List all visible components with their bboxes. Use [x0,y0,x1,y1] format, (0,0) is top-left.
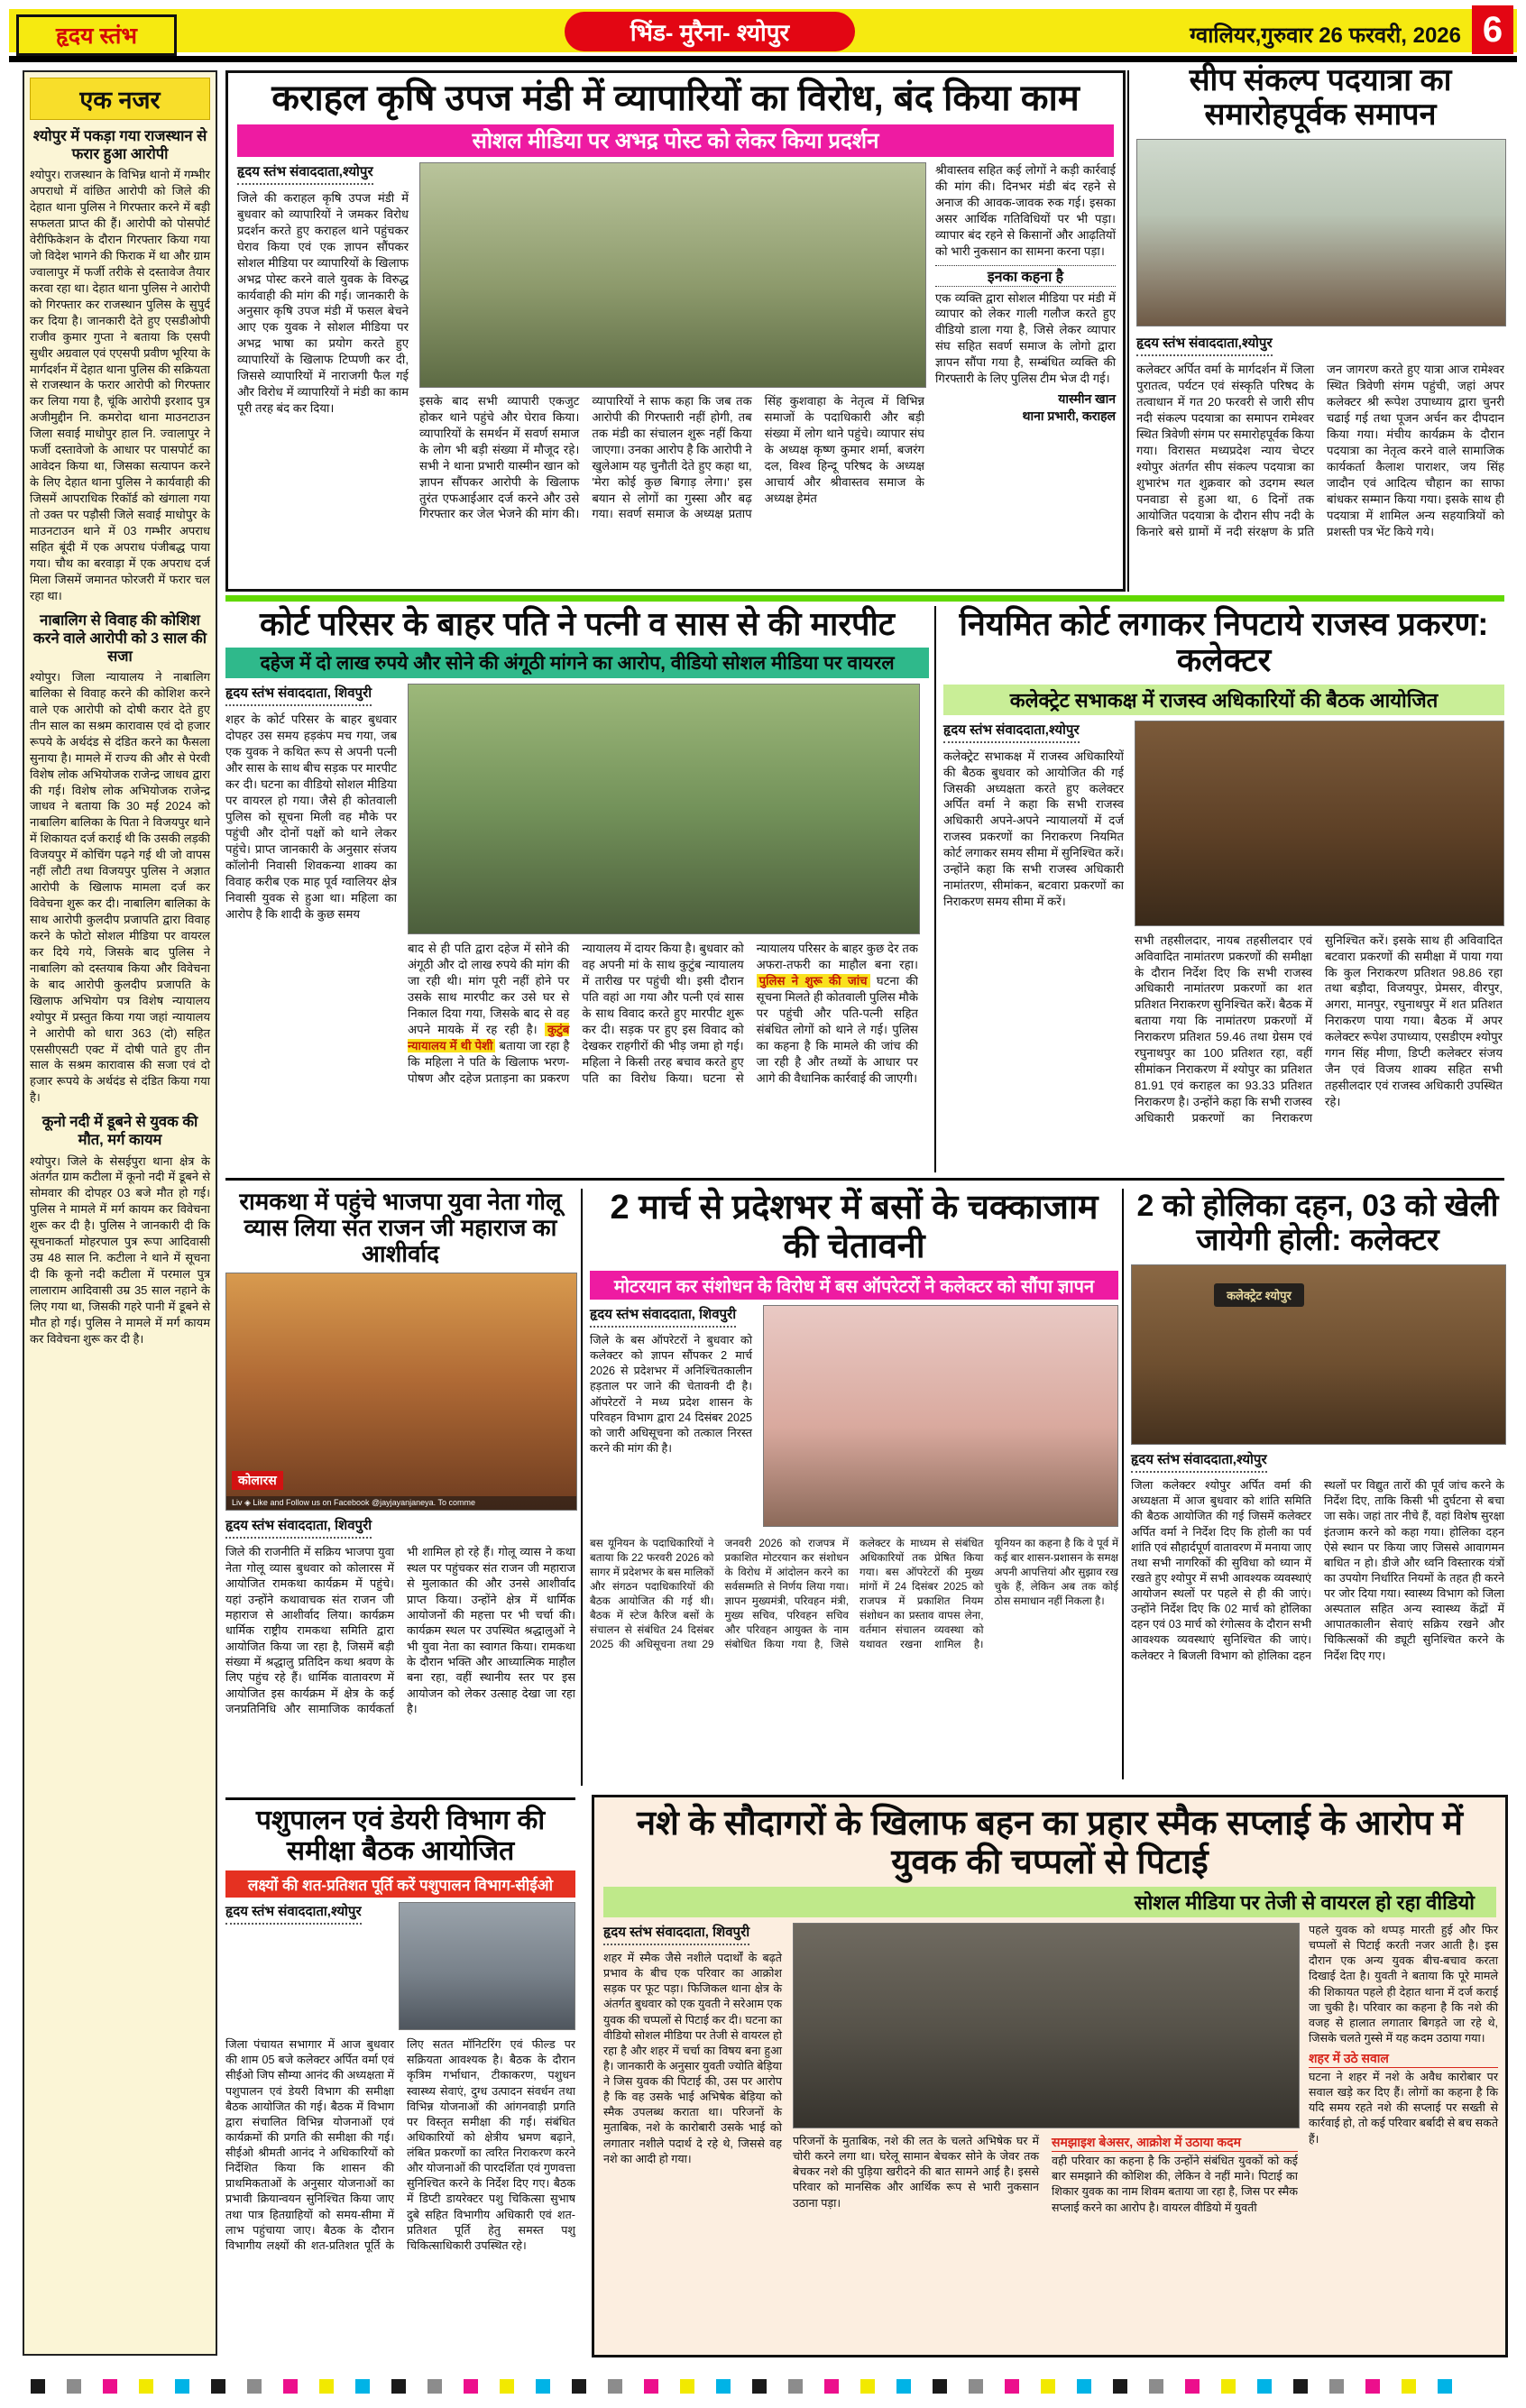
color-calibration-square [355,2379,370,2394]
article-column [1309,1923,1498,2311]
edition-badge: भिंड- मुरैना- श्योपुर [565,12,855,51]
section-rule [225,1797,575,1800]
header-rule [9,56,1517,62]
color-calibration-square [896,2379,911,2394]
color-calibration-square [933,2379,947,2394]
article-headline: 2 को होलिका दहन, 03 को खेली जायेगी होली: कलेक्टर [1136,1189,1499,1258]
color-calibration-square [680,2379,694,2394]
subhead-kutumb-court: कुटुंब न्यायालय में थी पेशी [408,1023,570,1053]
article-text: घटना की सूचना मिलते ही कोतवाली पुलिस मौके पर पहुंची और पति-पत्नी सहित संबंधित लोगों को थाने ले गई। पुलिस का कहना है कि मामले की जांच की जा रही है और तथ्यों के आधार पर आगे की वैधानिक कार्रवाई की जाएगी। [756,974,918,1085]
sidebar-story-body: श्योपुर। जिला न्यायालय ने नाबालिग बालिका से विवाह करने की कोशिश करने वाले एक आरोपी को दोषी करार देते हुए तीन साल का सश्रम कारावास एवं दो हजार रूपये के अर्थदंड से दंडित करने का फैसला सुनाया है। मामले में राज्य की और से पेरवी विशेष लोक अभियोजक राजेन्द्र जाधव द्वारा की गई। विशेष लोक अभियोजक राजेन्द्र जाधव ने बताया कि 30 मई 2024 को नाबालिग बालिका के पिता ने विजयपुर थाने में शिकायत दर्ज कराई थी कि उसकी लड़की विजयपुर में कोचिंग पढ़ने गई थी जो वापस नहीं लौटी तथा विजयपुर पुलिस ने अज्ञात आरोपी के खिलाफ मामला दर्ज कर विवेचना शुरू कर दी। नाबालिग बालिका के साथ आरोपी कुलदीप प्रजापति द्वारा विवाह करने के फोटो सोशल मीडिया पर वायरल कर दिये गये, जिसके बाद पुलिस ने नाबालिग को दस्तयाब किया और विवेचना के बाद आरोपी कुलदीप प्रजापति के खिलाफ अभियोग पत्र विशेष न्यायालय श्योपुर में प्रस्तुत किया गया जहां न्यायालय ने आरोपी को धारा 363 (दो) सहित एससीएसटी एक्ट में दोषी पाते हुए तीन साल के सश्रम कारावास की सजा एवं दो हजार रूपये के अर्थदंड से दंडित किया गया है। [30,669,210,1105]
subhead-sheher-sawal: शहर में उठे सवाल [1309,2050,1498,2068]
article-text: घटना ने शहर में नशे के अवैध कारोबार पर सवाल खड़े कर दिए हैं। लोगों का कहना है कि यदि समय रहते नशे की सप्लाई पर सख्ती से कार्रवाई हो, तो कई परिवार बर्बादी से बच सकते हैं। [1309,2071,1498,2146]
print-color-strip [31,2379,1495,2395]
sidebar-story-3 [30,1113,210,1347]
photo-place-label: कोलारस [232,1471,283,1490]
article-ramkatha [225,1189,575,1791]
color-calibration-square [969,2379,983,2394]
photo-peace-committee-meeting [1131,1264,1506,1445]
article-subtitle-bar: दहेज में दो लाख रुपये और सोने की अंगूठी मांगने का आरोप, वीडियो सोशल मीडिया पर वायरल [225,648,929,678]
article-headline: पशुपालन एवं डेयरी विभाग की समीक्षा बैठक आयोजित [255,1806,546,1866]
article-column [943,721,1124,1100]
sidebar-story-headline: श्योपुर में पकड़ा गया राजस्थान से फरार हुआ आरोपी [32,128,207,163]
article-text: पहले युवक को थप्पड़ मारती हुई और फिर चप्पलों से पिटाई करती नजर आती है। इस दौरान एक अन्य युवक बीच-बचाव करता दिखाई देता है। युवती ने बताया कि पूरे मामले की शिकायत पहले ही देहात थाना में दर्ज कराई जा चुकी है। परिवार का कहना है कि नशे की वजह से हालात लगातार बिगड़ते जा रहे थे, जिसके चलते गुस्से में यह कदम उठाया गया। [1309,1924,1498,2045]
article-column [603,1923,782,2311]
photo-memorandum-handover [763,1305,1118,1527]
color-calibration-square [319,2379,334,2394]
article-text: आवश्यक व्यवस्थाएं सुनिश्चित की जाएं। कलेक्टर ने बिजली विभाग को होलिका दहन स्थलों पर विद्युत तारों की पूर्व जांच करने के निर्देश दिए, ताकि किसी भी दुर्घटना से बचा जा सके। जहां तार नीचे हैं, वहां विशेष सुरक्षा इंतजाम करने को कहा गया। होलिका दहन ऐसे स्थान पर किया जाए जिससे आवागमन बाधित न हो। डीजे और ध्वनि विस्तारक यंत्रों का उपयोग निर्धारित नियमों के तहत ही करने पर जोर दिया गया। स्वास्थ्य विभाग को जिला अस्पताल सहित अन्य स्वास्थ्य केंद्रों में आपातकालीन सेवाएं सक्रिय रखने और चिकित्सकों की ड्यूटी सुनिश्चित करने के निर्देश दिए गए। [1131,1479,1504,1662]
color-calibration-square [644,2379,658,2394]
color-calibration-square [1221,2379,1236,2394]
article-text: बस यूनियन के पदाधिकारियों ने बताया कि 22 फरवरी 2026 को सागर में प्रदेशभर के बस मालिकों और संगठन पदाधिकारियों की बैठक आयोजित की गई थी। बैठक में स्टेज कैरिज बसों के संचालन से संबंधित 24 दिसंबर 2025 की अधिसूचना तथा 29 जनवरी 2026 को राजपत्र में प्रकाशित मोटरयान कर संशोधन के विरोध में आंदोलन करने का सर्वसम्मति से निर्णय लिया गया। [590,1537,849,1651]
column-divider [1122,1189,1124,1779]
byline: हृदय स्तंभ संवाददाता, शिवपुरी [603,1923,749,1945]
color-calibration-square [31,2379,45,2394]
article-text: जिले की कराहल कृषि उपज मंडी में बुधवार को व्यापारियों ने जमकर विरोध प्रदर्शन करते हुए कराहल थाने पहुंचकर घेराव किया एवं एक ज्ञापन सौंपकर सोशल मीडिया पर व्यापारियों के खिलाफ अभद्र पोस्ट करने वाले युवक के विरुद्ध कार्यवाही की मांग की गई। जानकारी के अनुसार कृषि उपज मंडी में फसल बेचने आए एक युवक ने सोशल मीडिया पर अभद्र भाषा का प्रयोग करते हुए व्यापारियों के खिलाफ टिप्पणी कर दी, जिससे व्यापारियों में नाराजगी फैल गई और विरोध में व्यापारियों ने मंडी का काम पूरी तरह बंद कर दिया। [237,190,409,416]
article-text: जिला पंचायत सभागार में आज बुधवार की शाम 05 बजे कलेक्टर अर्पित वर्मा एवं सीईओ जिप सौम्या आनंद की अध्यक्षता में पशुपालन एवं डेयरी विभाग की समीक्षा बैठक आयोजित की गई। बैठक में विभाग द्वारा संचालित विभिन्न योजनाओं एवं कार्यक्रमों की प्रगति की समीक्षा की गई। सीईओ श्रीमती आनंद ने अधिकारियों को निर्देशित किया कि शासन की प्राथमिकताओं के अनुसार योजनाओं का प्रभावी क्रियान्वयन सुनिश्चित किया जाए तथा पात्र हितग्राहियों को समय-सीमा में लाभ पहुंचाया जाए। बैठक के दौरान विभागीय लक्ष्यों की शत-प्रतिशत पूर्ति के लिए सतत मॉनिटरिंग एवं फील्ड [225,2038,556,2252]
article-text: जिले के बस ऑपरेटरों ने बुधवार को कलेक्टर को ज्ञापन सौंपकर 2 मार्च 2026 से प्रदेशभर में अनिश्चितकालीन हड़ताल पर जाने की चेतावनी दी है। ऑपरेटरों ने मध्य प्रदेश शासन के परिवहन विभाग द्वारा 24 दिसंबर 2025 को जारी अधिसूचना को तत्काल निरस्त करने की मांग की है। [590,1334,752,1455]
photo-banner-text: कलेक्ट्रेट श्योपुर [1214,1283,1304,1307]
color-calibration-square [1293,2379,1308,2394]
sidebar-story-body: श्योपुर। जिले के सेसईपुरा थाना क्षेत्र के अंतर्गत ग्राम कटीला में कूनो नदी में डूबने से सोमवार की दोपहर 03 बजे मौत हो गई। पुलिस ने मामले में मर्ग कायम कर विवेचना शुरू कर दी है। पुलिस ने जानकारी दी कि सूचनाकर्ता मोहरपाल पुत्र रूपा आदिवासी उम्र 48 साल नि. कटीला ने थाने में सूचना दी कि कूनो नदी कटीला में परमाल पुत्र लालाराम आदिवासी उम्र 35 साल नहाने के लिए गया था, जिसकी गहरे पानी में डूबने से मौत हो गई। पुलिस ने मामले में मर्ग कायम कर विवेचना शुरू कर दी है। [30,1153,210,1346]
quote-role: थाना प्रभारी, कराहल [1022,409,1116,424]
article-text: इसके बाद सभी व्यापारी एकजुट होकर थाने पहुंचे और घेराव किया। व्यापारियों के समर्थन में सवर्ण समाज के लोग भी बड़ी संख्या में मौजूद रहे। सभी ने थाना प्रभारी यास्मीन खान को ज्ञापन सौंपकर आरोपी के खिलाफ तुरंत एफआईआर दर्ज करने और उसे गिरफ्तार कर जेल भेजने की मांग की। व्यापारियों ने साफ कहा कि जब तक आरोपी की गिरफ्तारी नहीं होगी, तब तक मंडी का संचालन शुरू नहीं किया जाएगा। उनका आरोप है कि आरोपी ने खुलेआम यह चुनौती देते हुए कहा था, 'मेरा कोई कुछ बिगाड़ लेगा।' इस बयान से लोगों का गुस्सा और बढ़ गया। सवर्ण समाज के अध्यक्ष प्रताप सिंह कुशवाहा के नेतृत्व में विभिन्न समाजों के पदाधिकारी और बड़ी संख्या में लोग थाने पहुंचे। व्यापार संघ के अध्यक्ष कृष्ण कुमार शर्मा, बजरंग दल, विश्व हिन्दू परिषद के अध्यक्ष आचार्य और श्रीवास्तव समाज के अध्यक्ष हेमंत [419,393,924,521]
byline: हृदय स्तंभ संवाददाता,श्योपुर [1136,334,1273,356]
color-calibration-square [283,2379,298,2394]
newspaper-logo: हृदय स्तंभ [16,14,177,56]
color-calibration-square [1149,2379,1163,2394]
article-headline: कोर्ट परिसर के बाहर पति ने पत्नी व सास से की मारपीट [260,605,895,642]
color-calibration-square [427,2379,442,2394]
photo-collectorate-meeting [1135,721,1504,926]
article-text: श्रीवास्तव सहित कई लोगों ने कड़ी कार्रवाई की मांग की। दिनभर मंडी बंद रहने से अनाज की आवक-जावक रुक गई। इसका असर आर्थिक गतिविधियों पर भी पड़ा। व्यापार बंद रहने से किसानों और आढ़तियों को भारी नुकसान का सामना करना पड़ा। [935,162,1116,258]
photo-ramkatha-stage [225,1273,577,1511]
color-calibration-square [824,2379,839,2394]
color-calibration-square [716,2379,731,2394]
section-rule [225,1178,1504,1181]
article-holika-dahan [1131,1189,1504,1782]
article-text [225,2037,575,2389]
color-calibration-square [1005,2379,1019,2394]
color-calibration-square [391,2379,406,2394]
article-headline: नियमित कोर्ट लगाकर निपटाये राजस्व प्रकरण: कलेक्टर [959,605,1489,679]
color-calibration-square [608,2379,622,2394]
article-middle [793,1923,1298,2311]
article-column [590,1305,752,1527]
article-text [1131,1478,1504,1785]
byline: हृदय स्तंभ संवाददाता,श्योपुर [1131,1450,1267,1473]
article-subtitle-bar: मोटरयान कर संशोधन के विरोध में बस ऑपरेटरों ने कलेक्टर को सौंपा ज्ञापन [590,1271,1118,1300]
article-subtitle-bar: सोशल मीडिया पर तेजी से वायरल हो रहा वीडियो [603,1887,1496,1917]
quote-attribution: यास्मीन खान [1058,391,1116,407]
color-calibration-square [1185,2379,1200,2394]
subhead-samjhaish: समझाइश बेअसर, आक्रोश में उठाया कदम [1052,2134,1298,2152]
color-calibration-square [1365,2379,1380,2394]
column-divider [934,606,936,1172]
article-text: परिजनों के मुताबिक, नशे की लत के चलते अभिषेक घर में चोरी करने लगा था। घरेलू सामान बेचकर सोने के जेवर तक बेचकर नशे की पुड़िया खरीदने की बात सामने आई है। इससे परिवार को मानसिक और आर्थिक रूप से भारी नुकसान उठाना पड़ा। [793,2135,1039,2210]
color-calibration-square [139,2379,153,2394]
article-revenue-collector [943,606,1504,1176]
color-calibration-square [175,2379,189,2394]
article-court-assault [225,606,929,1172]
column-divider [581,1189,583,1786]
subhead-police-probe: पुलिस ने शुरू की जांच [757,974,870,988]
color-calibration-square [1329,2379,1344,2394]
color-calibration-square [1041,2379,1055,2394]
photo-protest-crowd [419,162,926,388]
article-text: इसके साथ ही अविवादित बटवारा प्रकरणों की समीक्षा में पाया गया कि कुल निराकरण प्रतिशत 98.86 रहा तथा बड़ौदा, विजयपुर, प्रेमसर, वीरपुर, अगरा, मानपुर, रघुनाथपुर में शत प्रतिशत निराकरण पाया गया। बैठक में अपर कलेक्टर रूपेश उपाध्याय, एसडीएम श्योपुर गगन सिंह मीणा, डिप्टी कलेक्टर संजय जैन एवं विजय शाक्य सहित सभी तहसीलदार एवं राजस्व अधिकारी उपस्थित रहे। [1325,933,1503,1109]
article-text [590,1536,1118,1722]
article-text: पर सक्रियता आवश्यक है। बैठक के दौरान कृत्रिम गर्भाधान, टीकाकरण, पशुधन स्वास्थ्य सेवाएं, दुग्ध उत्पादन संवर्धन तथा विभिन्न योजनाओं की आंगनवाड़ी प्रगति पर विस्तृत समीक्षा की गई। संबंधित अधिकारियों को क्षेत्रीय भ्रमण बढ़ाने, लंबित प्रकरणों का त्वरित निराकरण करने और योजनाओं की पारदर्शिता एवं गुणवत्ता सुनिश्चित करने के निर्देश दिए गए। बैठक में डिप्टी डायरेक्टर पशु चिकित्सा सुभाष दुबे सहित विभागीय अधिकारी एवं शत-प्रतिशत पूर्ति हेतु समस्त पशु चिकित्साधिकारी उपस्थित रहे। [407,2038,575,2252]
byline: हृदय स्तंभ संवाददाता,श्योपुर [237,162,373,185]
page-number: 6 [1472,5,1513,54]
column-divider [1127,70,1129,592]
article-subtitle-bar: सोशल मीडिया पर अभद्र पोस्ट को लेकर किया प्रदर्शन [237,124,1114,157]
article-text: वही परिवार का कहना है कि उन्होंने संबंधित युवकों को कई बार समझाने की कोशिश की, लेकिन वे नहीं माने। पिटाई का शिकार युवक का नाम शिवम बताया जा रहा है, जिस पर स्मैक सप्लाई करने का आरोप है। वायरल वीडियो में युवती [1052,2155,1298,2214]
sidebar-story-2 [30,611,210,1107]
quote-header: इनका कहना है [935,265,1116,287]
article-text: जिले की राजनीति में सक्रिय भाजपा युवा नेता गोलू व्यास बुधवार को कोलारस में आयोजित रामकथा कार्यक्रम में पहुंचे। यहां उन्होंने कथावाचक संत राजन जी महाराज से आशीर्वाद लिया। कार्यक्रम धार्मिक राष्ट्रीय रामकथा समिति द्वारा आयोजित किया जा रहा है, जिसमें बड़ी संख्या में श्रद्धालु प्रतिदिन कथा श्रवण के लिए पहुंच रहे हैं। धार्मिक वातावरण में आयोजित इस कार्यक्रम में क्षेत्र के कई जनप्रतिनिधि और सामाजिक कार्यकर्ता भी शामिल हो रहे हैं। [225,1545,494,1716]
color-calibration-square [67,2379,81,2394]
byline: हृदय स्तंभ संवाददाता, शिवपुरी [590,1305,736,1328]
article-seep-padyatra [1136,63,1504,595]
article-smack-beating [592,1795,1508,2357]
color-calibration-square [752,2379,767,2394]
article-column [225,684,397,1065]
color-calibration-square [536,2379,550,2394]
dateline: ग्वालियर,गुरुवार 26 फरवरी, 2026 [1190,23,1461,48]
article-middle [419,162,924,584]
article-bus-strike [590,1189,1118,1788]
article-pashupalan-meeting [225,1806,575,2357]
article-text: ज्ञापन मुख्यमंत्री, परिवहन मंत्री, मुख्य सचिव, परिवहन सचिव और परिवहन आयुक्त के नाम संबोधित किया गया है, जिसे कलेक्टर के माध्यम से संबंधित अधिकारियों तक प्रेषित किया गया। बस ऑपरेटरों की मुख्य मांगों में 24 दिसंबर 2025 को राजपत्र में प्रकाशित नियम संशोधन का प्रस्ताव वापस लेना, वर्तमान संचालन व्यवस्था को यथावत रखना शामिल है। [724,1537,984,1651]
color-calibration-square [1257,2379,1272,2394]
photo-court-street [408,684,920,934]
article-column [935,162,1116,584]
color-calibration-square [1077,2379,1091,2394]
article-text: कलेक्टर अर्पित वर्मा के मार्गदर्शन में जिला पुरातत्व, पर्यटन एवं संस्कृति परिषद के तत्वाधान में गत 20 फरवरी से जारी सीप नदी संकल्प पदयात्रा का समापन रामेश्वर स्थित त्रिवेणी संगम पर समारोहपूर्वक किया गया। विरासत मध्यप्रदेश न्याय चेप्टर श्योपुर अंतर्गत सीप संकल्प पदयात्रा का शुभारंभ गत शुक्रवार को उदगम स्थल पनवाडा से हुआ था, 6 दिनों तक आयोजित पदयात्रा के दौरान सीप नदी के किनारे बसे ग्रामों में नदी संरक्षण के प्रति जन जागरण करते हुए यात्रा आज रामेश्वर स्थित त्रिवेणी संगम पहुंची, जहां अपर कलेक्टर श्री रूपेश उपाध्याय द्वारा चुनरी चढाई गई तथा पूजन अर्चन कर दीपदान किया गया। मंचीय कार्यक्रम के दौरान पदयात्रा का नेतृत्व करने वाले सामाजिक कार्यकर्ता कैलाश पाराशर, जय सिंह जादौन एवं आदित्य चौहान का साफा बांधकर सम्मान किया गया। इसके साथ ही पदयात्रा में शामिल अन्य सहयात्रियों को प्रशस्ती पत्र भेंट किये गये। [1136,363,1504,538]
photo-river-ceremony [1136,139,1506,326]
color-calibration-square [860,2379,875,2394]
color-calibration-square [1113,2379,1127,2394]
article-column [225,1902,390,2030]
byline: हृदय स्तंभ संवाददाता, शिवपुरी [225,684,372,706]
color-calibration-square [1402,2379,1416,2394]
article-headline: सीप संकल्प पदयात्रा का समारोहपूर्वक समापन [1189,63,1452,133]
article-text: शहर के कोर्ट परिसर के बाहर बुधवार दोपहर उस समय हड़कंप मच गया, जब एक युवक ने कथित रूप से अपनी पत्नी और सास के साथ बीच सड़क पर मारपीट कर दी। घटना का वीडियो सोशल मीडिया पर वायरल हो गया। जैसे ही कोतवाली पुलिस को सूचना मिली वह मौके पर पहुंची और दोनों पक्षों को थाने लेकर पहुंचे। प्राप्त जानकारी के अनुसार संजय कॉलोनी निवासी शिवकन्या शाक्य का विवाह करीब एक माह पूर्व ग्वालियर क्षेत्र निवासी युवक से हुआ था। महिला का आरोप है कि शादी के कुछ समय [225,712,397,921]
article-text: जिला कलेक्टर श्योपुर अर्पित वर्मा की अध्यक्षता में आज बुधवार को शांति समिति की बैठक आयोजित की गई जिसमें कलेक्टर अर्पित वर्मा ने निर्देश दिए कि होली का पर्व शांति एवं सौहार्दपूर्ण वातावरण में मनाया जाए तथा सभी नागरिकों की सुविधा को ध्यान में रखते हुए श्योपुर में सभी आवश्यक व्यवस्थाएं आयोजन स्थलों पर पहले से ही की जाएं। उन्होंने निर्देश दिए कि 02 मार्च को होलिका दहन एवं 03 मार्च को रंगोत्सव के दौरान सभी [1131,1479,1311,1631]
article-text: गोलू व्यास ने कथा स्थल पर पहुंचकर संत राजन जी महाराज से मुलाकात की और उनसे आशीर्वाद प्राप्त किया। उन्होंने क्षेत्र में धार्मिक आयोजनों की महत्ता पर भी चर्चा की। कार्यक्रम स्थल पर उपस्थित श्रद्धालुओं ने भी युवा नेता का स्वागत किया। रामकथा के दौरान भक्ति और आध्यात्मिक माहौल बना रहा, वहीं स्थानीय स्तर पर इस आयोजन को लेकर उत्साह देखा जा रहा है। [407,1545,575,1716]
article-text: बाद से ही पति द्वारा दहेज में सोने की अंगूठी और दो लाख रुपये की मांग की जा रही थी। मांग पूरी नहीं होने पर उसके साथ मारपीट कर उसे घर से निकाल दिया गया, जिसके बाद से वह अपने मायके में रह रही है। [408,942,570,1037]
article-column [237,162,409,584]
byline: हृदय स्तंभ संवाददाता,श्योपुर [943,721,1080,743]
sidebar-title: एक नजर [30,78,210,120]
article-text [225,1544,575,1824]
color-calibration-square [211,2379,225,2394]
article-text [408,941,918,1184]
color-calibration-square [788,2379,803,2394]
article-text: बताया जा रहा है कि महिला ने पति के खिलाफ भरण-पोषण और दहेज प्रताड़ना का प्रकरण न्यायालय में दायर किया है। बुधवार को वह अपनी मां के साथ कुटुंब न्यायालय में तारीख पर पहुंची थी। इसी दौरान पति वहां आ गया और पत्नी एवं सास के साथ विवाद करते हुए मारपीट शुरू कर दी। सड़क पर हुए इस विवाद को देखकर राहगीरों की भीड़ जमा हो गई। महिला ने किसी तरह बचाव करते हुए पति का विरोध किया। घटना से न्यायालय परिसर के बाहर कुछ देर तक अफरा-तफरी का माहौल बना रहा। [408,942,918,1085]
photo-viral-video-street [793,1923,1300,2128]
color-calibration-square [247,2379,262,2394]
article-headline: 2 मार्च से प्रदेशभर में बसों के चक्काजाम की चेतावनी [610,1189,1099,1265]
color-calibration-square [500,2379,514,2394]
article-headline: कराहल कृषि उपज मंडी में व्यापारियों का विरोध, बंद किया काम [271,78,1080,118]
article-karahal-mandi [225,70,1126,592]
article-text: शहर में स्मैक जैसे नशीले पदार्थों के बढ़ते प्रभाव के बीच एक परिवार का आक्रोश सड़क पर फूट पड़ा। फिजिकल थाना क्षेत्र के अंतर्गत बुधवार को एक युवती ने सरेआम एक युवक की चप्पलों से पिटाई कर दी। घटना का वीडियो सोशल मीडिया पर तेजी से वायरल हो रहा है और शहर में चर्चा का विषय बना हुआ है। जानकारी के अनुसार युवती ज्योति बेड़िया ने जिस युवक की पिटाई की, उस पर आरोप है कि वह उसके भाई अभिषेक बेड़िया को स्मैक उपलब्ध कराता था। परिजनों के मुताबिक, नशे के कारोबारी उसके भाई को लगातार नशीले पदार्थ दे रहे थे, जिससे वह नशे का आदी हो गया। [603,1952,782,2165]
article-text: सभी तहसीलदार, नायब तहसीलदार एवं अविवादित नामांतरण प्रकरणों की समीक्षा के दौरान निर्देश दिए कि सभी राजस्व अधिकारी नामांतरण प्रकरणों का शत प्रतिशत निराकरण सुनिश्चित करें। बैठक में बताया गया कि नामांतरण प्रकरणों में निराकरण प्रतिशत 59.46 तथा ग्रेसम एवं रघुनाथपुर का 100 प्रतिशत रहा, वहीं सीमांकन निराकरण में श्योपुर का प्रतिशत 81.91 एवं कराहल का 93.33 प्रतिशत निराकरण है। उन्होंने कहा कि सभी राजस्व अधिकारी प्रकरणों का निराकरण सुनिश्चित करें। [1135,933,1389,1126]
byline: हृदय स्तंभ संवाददाता, शिवपुरी [225,1516,372,1539]
article-text [793,2134,1298,2311]
color-calibration-square [103,2379,117,2394]
byline: हृदय स्तंभ संवाददाता,श्योपुर [225,1902,362,1925]
article-text: यूनियन का कहना है कि वे पूर्व में कई बार शासन-प्रशासन के समक्ष अपनी आपत्तियां और सुझाव रख चुके हैं, लेकिन अब तक कोई ठोस समाधान नहीं निकला है। [994,1537,1118,1608]
article-headline: रामकथा में पहुंचे भाजपा युवा नेता गोलू व्यास लिया संत राजन जी महाराज का आशीर्वाद [239,1188,562,1268]
article-text: कलेक्ट्रेट सभाकक्ष में राजस्व अधिकारियों की बैठक बुधवार को आयोजित की गई जिसकी अध्यक्षता करते हुए कलेक्टर अर्पित वर्मा ने कहा कि सभी राजस्व अधिकारी अपने-अपने न्यायालयों में दर्ज राजस्व प्रकरणों का निराकरण नियमित कोर्ट लगाकर समय सीमा में सुनिश्चित करें। उन्होंने कहा कि सभी राजस्व अधिकारी नामांतरण, सीमांकन, बटवारा प्रकरणों का निराकरण समय सीमा में करें। [943,749,1124,909]
photo-review-meeting [399,1902,575,2030]
color-calibration-square [464,2379,478,2394]
color-calibration-square [1438,2379,1452,2394]
color-calibration-square [572,2379,586,2394]
sidebar-story-body: श्योपुर। राजस्थान के विभिन्न थानो में गम्भीर अपराधो में वांछित आरोपी को जिले की देहात थाना पुलिस ने गिरफ्तार करने में बड़ी सफलता प्राप्त की हैं। आरोपी को पोसपोर्ट वेरीफिकेशन के दौरान गिरफ्तार किया गया जो विदेश भागने की फिराक में था और ग्राम ज्वालापुर में फर्जी तरीके से दस्तावेज तैयार करवा रहा था। देहात थाना पुलिस ने आरोपी को गिरफ्तार कर राजस्थान पुलिस के सुपुर्द कर दिया है। जानकारी देते हुए एसडीओपी राजीव कुमार गुप्ता ने बताया कि एसपी सुधीर अग्रवाल एवं एएसपी प्रवीण भूरिया के मार्गदर्शन में देहात थाना पुलिस की सक्रियता से राजस्थान के फरार आरोपी को गिरफ्तार कर लिया गया है, चूंकि आरोपी इरशाद पुत्र अजीमुद्दीन नि. कमरोदा थाना माउनटाउन जिला सवाई माधोपुर हाल नि. ज्वालापुर ने फर्जी दस्तावेजो के आधार पर पासपोर्ट का आवेदन किया था, जिसका सत्यापन करने के लिए देहात थाना पुलिस ने कार्यवाही की जिसमें आपराधिक रिकॉर्ड को खंगाला गया तो उक्त पर पड़ौसी जिले सवाई माधोपुर के माउनटाउन थाने में 03 गम्भीर अपराध सहित बूंदी में एक अपराध पंजीबद्ध पाया गया। चौथ का बरवाड़ा में एक अपराध दर्ज मिला जिसमें जमानत फोरजरी में फरार चल रहा था। [30,168,210,602]
photo-watermark-text: Liv ◈ Like and Follow us on Facebook @jayjayanjaneya. To comme [226,1496,576,1510]
sidebar-story-headline: कूनो नदी में डूबने से युवक की मौत, मर्ग कायम [41,1114,198,1149]
article-subtitle-bar: कलेक्ट्रेट सभाकक्ष में राजस्व अधिकारियों की बैठक आयोजित [943,685,1504,715]
green-section-rule [225,595,1504,602]
sidebar-ek-najar [23,70,217,2356]
sidebar-story-headline: नाबालिग से विवाह की कोशिश करने वाले आरोपी को 3 साल की सजा [33,611,207,665]
article-headline: नशे के सौदागरों के खिलाफ बहन का प्रहार स्मैक सप्लाई के आरोप में युवक की चप्पलों से पिटाई [636,1805,1464,1881]
article-subtitle-bar: लक्ष्यों की शत-प्रतिशत पूर्ति करें पशुपालन विभाग-सीईओ [225,1870,575,1898]
quote-text: एक व्यक्ति द्वारा सोशल मीडिया पर मंडी में व्यापार को लेकर गाली गलौज करते हुए वीडियो डाला गया है, जिसे लेकर व्यापार संघ सहित सवर्ण समाज के लोगो द्वारा ज्ञापन सौंपा गया है, सम्बंधित व्यक्ति की गिरफ्तारी के लिए पुलिस टीम भेज दी गई। [935,290,1116,386]
sidebar-story-1 [30,127,210,604]
